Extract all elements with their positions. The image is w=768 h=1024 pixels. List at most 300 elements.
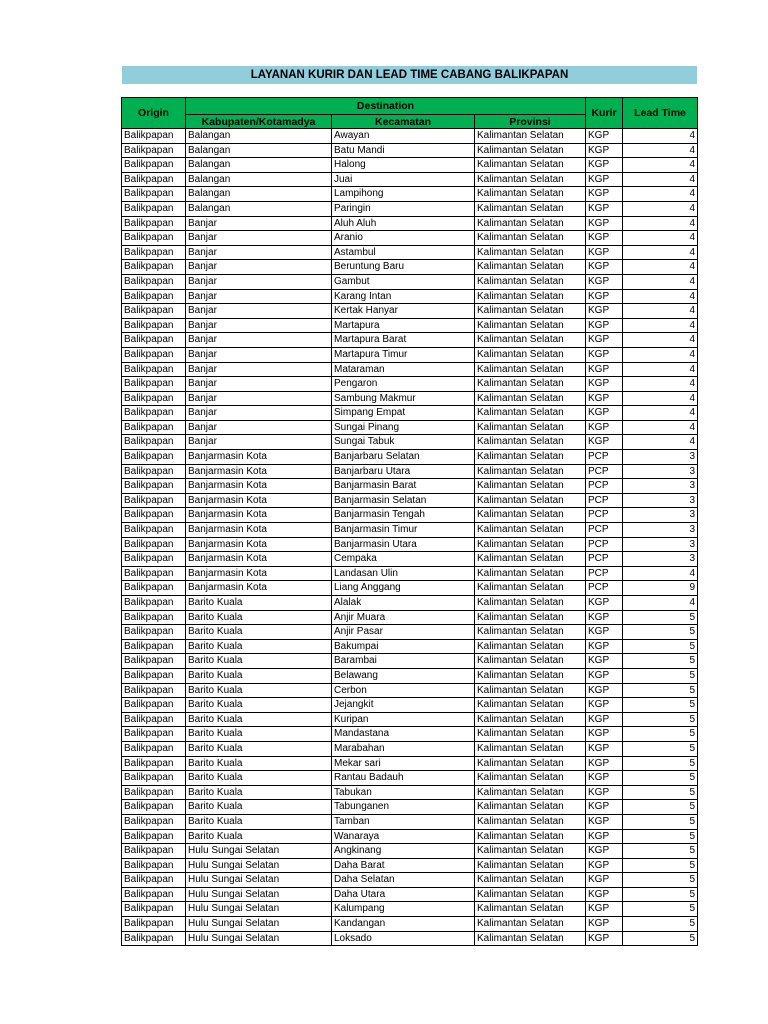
cell-lead-time: 9	[623, 581, 698, 596]
cell-kabupaten: Banjar	[186, 435, 332, 450]
cell-lead-time: 4	[623, 260, 698, 275]
table-row	[122, 260, 698, 275]
cell-kurir: KGP	[586, 712, 623, 727]
cell-kecamatan: Sambung Makmur	[332, 391, 475, 406]
cell-lead-time: 3	[623, 479, 698, 494]
table-row	[122, 712, 698, 727]
cell-lead-time: 4	[623, 129, 698, 144]
table-row	[122, 231, 698, 246]
cell-origin: Balikpapan	[122, 712, 186, 727]
cell-kurir: KGP	[586, 260, 623, 275]
cell-lead-time: 4	[623, 362, 698, 377]
cell-kabupaten: Barito Kuala	[186, 596, 332, 611]
cell-kabupaten: Balangan	[186, 201, 332, 216]
cell-lead-time: 4	[623, 172, 698, 187]
cell-provinsi: Kalimantan Selatan	[475, 581, 586, 596]
cell-kabupaten: Banjar	[186, 406, 332, 421]
cell-kecamatan: Mandastana	[332, 727, 475, 742]
table-row	[122, 464, 698, 479]
cell-origin: Balikpapan	[122, 289, 186, 304]
cell-provinsi: Kalimantan Selatan	[475, 727, 586, 742]
cell-kabupaten: Banjarmasin Kota	[186, 464, 332, 479]
cell-kecamatan: Banjarmasin Timur	[332, 523, 475, 538]
table-row	[122, 216, 698, 231]
cell-kecamatan: Karang Intan	[332, 289, 475, 304]
cell-kurir: PCP	[586, 464, 623, 479]
cell-kurir: KGP	[586, 858, 623, 873]
table-row	[122, 844, 698, 859]
cell-kurir: KGP	[586, 771, 623, 786]
cell-kecamatan: Kertak Hanyar	[332, 304, 475, 319]
table-row	[122, 362, 698, 377]
cell-lead-time: 4	[623, 143, 698, 158]
table-row	[122, 873, 698, 888]
cell-provinsi: Kalimantan Selatan	[475, 129, 586, 144]
cell-kurir: KGP	[586, 158, 623, 173]
cell-provinsi: Kalimantan Selatan	[475, 493, 586, 508]
cell-kurir: KGP	[586, 654, 623, 669]
cell-kecamatan: Kalumpang	[332, 902, 475, 917]
cell-provinsi: Kalimantan Selatan	[475, 245, 586, 260]
cell-kabupaten: Barito Kuala	[186, 698, 332, 713]
cell-lead-time: 5	[623, 610, 698, 625]
cell-kabupaten: Banjar	[186, 333, 332, 348]
cell-provinsi: Kalimantan Selatan	[475, 771, 586, 786]
cell-kecamatan: Alalak	[332, 596, 475, 611]
cell-origin: Balikpapan	[122, 464, 186, 479]
cell-origin: Balikpapan	[122, 698, 186, 713]
cell-provinsi: Kalimantan Selatan	[475, 391, 586, 406]
cell-kabupaten: Banjarmasin Kota	[186, 479, 332, 494]
cell-origin: Balikpapan	[122, 800, 186, 815]
table-row	[122, 187, 698, 202]
cell-origin: Balikpapan	[122, 318, 186, 333]
cell-kurir: KGP	[586, 698, 623, 713]
cell-provinsi: Kalimantan Selatan	[475, 931, 586, 946]
table-row	[122, 814, 698, 829]
cell-lead-time: 5	[623, 902, 698, 917]
cell-provinsi: Kalimantan Selatan	[475, 668, 586, 683]
cell-kabupaten: Barito Kuala	[186, 785, 332, 800]
cell-kabupaten: Banjarmasin Kota	[186, 581, 332, 596]
table-row	[122, 858, 698, 873]
cell-kurir: KGP	[586, 844, 623, 859]
cell-kabupaten: Banjar	[186, 289, 332, 304]
cell-lead-time: 4	[623, 318, 698, 333]
cell-lead-time: 3	[623, 552, 698, 567]
cell-provinsi: Kalimantan Selatan	[475, 712, 586, 727]
cell-kabupaten: Barito Kuala	[186, 756, 332, 771]
cell-kabupaten: Banjar	[186, 377, 332, 392]
cell-origin: Balikpapan	[122, 245, 186, 260]
header-kabupaten: Kabupaten/Kotamadya	[186, 115, 332, 129]
cell-lead-time: 3	[623, 508, 698, 523]
cell-lead-time: 5	[623, 668, 698, 683]
cell-kabupaten: Hulu Sungai Selatan	[186, 917, 332, 932]
cell-provinsi: Kalimantan Selatan	[475, 158, 586, 173]
cell-kurir: KGP	[586, 435, 623, 450]
cell-origin: Balikpapan	[122, 377, 186, 392]
table-row	[122, 683, 698, 698]
cell-origin: Balikpapan	[122, 216, 186, 231]
cell-lead-time: 4	[623, 231, 698, 246]
cell-kabupaten: Banjarmasin Kota	[186, 450, 332, 465]
cell-kabupaten: Banjar	[186, 420, 332, 435]
cell-provinsi: Kalimantan Selatan	[475, 304, 586, 319]
cell-kurir: KGP	[586, 683, 623, 698]
cell-kurir: PCP	[586, 566, 623, 581]
cell-origin: Balikpapan	[122, 814, 186, 829]
table-row	[122, 435, 698, 450]
cell-lead-time: 4	[623, 435, 698, 450]
cell-kurir: KGP	[586, 289, 623, 304]
cell-kabupaten: Banjar	[186, 347, 332, 362]
cell-origin: Balikpapan	[122, 639, 186, 654]
cell-kecamatan: Halong	[332, 158, 475, 173]
cell-kecamatan: Sungai Tabuk	[332, 435, 475, 450]
cell-kecamatan: Paringin	[332, 201, 475, 216]
cell-provinsi: Kalimantan Selatan	[475, 274, 586, 289]
table-row	[122, 201, 698, 216]
cell-kurir: PCP	[586, 523, 623, 538]
cell-kabupaten: Barito Kuala	[186, 639, 332, 654]
cell-lead-time: 5	[623, 829, 698, 844]
cell-origin: Balikpapan	[122, 493, 186, 508]
cell-kecamatan: Mataraman	[332, 362, 475, 377]
cell-kecamatan: Rantau Badauh	[332, 771, 475, 786]
table-row	[122, 450, 698, 465]
cell-kurir: KGP	[586, 201, 623, 216]
cell-kabupaten: Hulu Sungai Selatan	[186, 858, 332, 873]
cell-lead-time: 5	[623, 683, 698, 698]
cell-kabupaten: Hulu Sungai Selatan	[186, 844, 332, 859]
cell-provinsi: Kalimantan Selatan	[475, 435, 586, 450]
table-row	[122, 741, 698, 756]
cell-kecamatan: Anjir Pasar	[332, 625, 475, 640]
cell-kabupaten: Barito Kuala	[186, 712, 332, 727]
cell-origin: Balikpapan	[122, 654, 186, 669]
cell-lead-time: 5	[623, 873, 698, 888]
table-row	[122, 318, 698, 333]
table-row	[122, 887, 698, 902]
cell-kurir: KGP	[586, 333, 623, 348]
cell-lead-time: 4	[623, 566, 698, 581]
cell-provinsi: Kalimantan Selatan	[475, 902, 586, 917]
cell-kecamatan: Kuripan	[332, 712, 475, 727]
cell-provinsi: Kalimantan Selatan	[475, 333, 586, 348]
cell-kecamatan: Awayan	[332, 129, 475, 144]
cell-provinsi: Kalimantan Selatan	[475, 508, 586, 523]
cell-origin: Balikpapan	[122, 581, 186, 596]
table-row	[122, 639, 698, 654]
cell-lead-time: 4	[623, 187, 698, 202]
cell-lead-time: 4	[623, 596, 698, 611]
cell-kecamatan: Banjarbaru Utara	[332, 464, 475, 479]
cell-kecamatan: Aluh Aluh	[332, 216, 475, 231]
header-lead-time: Lead Time	[623, 98, 698, 129]
cell-origin: Balikpapan	[122, 829, 186, 844]
cell-origin: Balikpapan	[122, 158, 186, 173]
cell-kurir: KGP	[586, 172, 623, 187]
table-row	[122, 289, 698, 304]
header-kecamatan: Kecamatan	[332, 115, 475, 129]
cell-kabupaten: Barito Kuala	[186, 829, 332, 844]
cell-kurir: KGP	[586, 800, 623, 815]
cell-provinsi: Kalimantan Selatan	[475, 814, 586, 829]
cell-kecamatan: Beruntung Baru	[332, 260, 475, 275]
cell-kurir: KGP	[586, 216, 623, 231]
table-body	[122, 129, 698, 946]
table-row	[122, 917, 698, 932]
cell-kurir: KGP	[586, 406, 623, 421]
cell-provinsi: Kalimantan Selatan	[475, 639, 586, 654]
cell-provinsi: Kalimantan Selatan	[475, 858, 586, 873]
cell-kurir: PCP	[586, 537, 623, 552]
table-row	[122, 654, 698, 669]
cell-kecamatan: Marabahan	[332, 741, 475, 756]
cell-origin: Balikpapan	[122, 887, 186, 902]
cell-kecamatan: Jejangkit	[332, 698, 475, 713]
cell-kurir: PCP	[586, 552, 623, 567]
cell-kecamatan: Liang Anggang	[332, 581, 475, 596]
cell-kabupaten: Balangan	[186, 143, 332, 158]
cell-kurir: KGP	[586, 814, 623, 829]
cell-provinsi: Kalimantan Selatan	[475, 143, 586, 158]
cell-provinsi: Kalimantan Selatan	[475, 464, 586, 479]
cell-kurir: KGP	[586, 129, 623, 144]
header-origin: Origin	[122, 98, 186, 129]
cell-kurir: KGP	[586, 274, 623, 289]
cell-lead-time: 5	[623, 785, 698, 800]
cell-kabupaten: Banjarmasin Kota	[186, 552, 332, 567]
cell-kurir: KGP	[586, 639, 623, 654]
cell-kecamatan: Daha Utara	[332, 887, 475, 902]
cell-kecamatan: Astambul	[332, 245, 475, 260]
cell-kecamatan: Tabunganen	[332, 800, 475, 815]
cell-origin: Balikpapan	[122, 785, 186, 800]
cell-lead-time: 5	[623, 741, 698, 756]
cell-provinsi: Kalimantan Selatan	[475, 566, 586, 581]
cell-kabupaten: Banjar	[186, 304, 332, 319]
cell-origin: Balikpapan	[122, 566, 186, 581]
cell-origin: Balikpapan	[122, 902, 186, 917]
header-kurir: Kurir	[586, 98, 623, 129]
cell-kecamatan: Bakumpai	[332, 639, 475, 654]
cell-kurir: KGP	[586, 245, 623, 260]
cell-kurir: KGP	[586, 377, 623, 392]
cell-origin: Balikpapan	[122, 625, 186, 640]
cell-lead-time: 5	[623, 931, 698, 946]
cell-kurir: KGP	[586, 362, 623, 377]
cell-lead-time: 5	[623, 756, 698, 771]
cell-origin: Balikpapan	[122, 347, 186, 362]
cell-origin: Balikpapan	[122, 260, 186, 275]
cell-provinsi: Kalimantan Selatan	[475, 231, 586, 246]
cell-lead-time: 5	[623, 844, 698, 859]
cell-origin: Balikpapan	[122, 479, 186, 494]
cell-kurir: KGP	[586, 727, 623, 742]
cell-origin: Balikpapan	[122, 873, 186, 888]
cell-lead-time: 5	[623, 727, 698, 742]
table-row	[122, 625, 698, 640]
cell-kurir: KGP	[586, 917, 623, 932]
cell-provinsi: Kalimantan Selatan	[475, 420, 586, 435]
cell-kabupaten: Banjarmasin Kota	[186, 493, 332, 508]
cell-origin: Balikpapan	[122, 741, 186, 756]
cell-kabupaten: Banjar	[186, 231, 332, 246]
cell-kabupaten: Barito Kuala	[186, 814, 332, 829]
cell-kecamatan: Martapura Barat	[332, 333, 475, 348]
lead-time-table	[121, 97, 698, 946]
cell-lead-time: 4	[623, 201, 698, 216]
cell-kurir: KGP	[586, 420, 623, 435]
table-row	[122, 347, 698, 362]
cell-kabupaten: Barito Kuala	[186, 741, 332, 756]
cell-kurir: KGP	[586, 610, 623, 625]
cell-kecamatan: Banjarmasin Selatan	[332, 493, 475, 508]
cell-origin: Balikpapan	[122, 304, 186, 319]
cell-provinsi: Kalimantan Selatan	[475, 829, 586, 844]
cell-kecamatan: Lampihong	[332, 187, 475, 202]
cell-kurir: KGP	[586, 668, 623, 683]
cell-lead-time: 3	[623, 493, 698, 508]
table-row	[122, 771, 698, 786]
cell-provinsi: Kalimantan Selatan	[475, 625, 586, 640]
cell-provinsi: Kalimantan Selatan	[475, 756, 586, 771]
cell-provinsi: Kalimantan Selatan	[475, 406, 586, 421]
cell-origin: Balikpapan	[122, 420, 186, 435]
cell-kecamatan: Loksado	[332, 931, 475, 946]
cell-lead-time: 5	[623, 712, 698, 727]
cell-provinsi: Kalimantan Selatan	[475, 741, 586, 756]
cell-origin: Balikpapan	[122, 231, 186, 246]
cell-origin: Balikpapan	[122, 143, 186, 158]
cell-kurir: KGP	[586, 873, 623, 888]
table-row	[122, 420, 698, 435]
table-row	[122, 129, 698, 144]
cell-kabupaten: Hulu Sungai Selatan	[186, 873, 332, 888]
cell-kurir: KGP	[586, 887, 623, 902]
cell-kecamatan: Aranio	[332, 231, 475, 246]
cell-kurir: KGP	[586, 625, 623, 640]
table-row	[122, 493, 698, 508]
cell-kurir: KGP	[586, 187, 623, 202]
cell-kabupaten: Banjar	[186, 260, 332, 275]
table-row	[122, 581, 698, 596]
cell-provinsi: Kalimantan Selatan	[475, 523, 586, 538]
cell-origin: Balikpapan	[122, 756, 186, 771]
cell-provinsi: Kalimantan Selatan	[475, 683, 586, 698]
cell-provinsi: Kalimantan Selatan	[475, 318, 586, 333]
table-row	[122, 158, 698, 173]
table-row	[122, 245, 698, 260]
cell-kecamatan: Daha Barat	[332, 858, 475, 873]
cell-kabupaten: Banjarmasin Kota	[186, 566, 332, 581]
cell-kabupaten: Banjarmasin Kota	[186, 523, 332, 538]
cell-kabupaten: Hulu Sungai Selatan	[186, 931, 332, 946]
cell-kecamatan: Cerbon	[332, 683, 475, 698]
cell-kabupaten: Balangan	[186, 187, 332, 202]
cell-provinsi: Kalimantan Selatan	[475, 187, 586, 202]
cell-kabupaten: Balangan	[186, 172, 332, 187]
cell-origin: Balikpapan	[122, 274, 186, 289]
cell-provinsi: Kalimantan Selatan	[475, 610, 586, 625]
cell-kecamatan: Landasan Ulin	[332, 566, 475, 581]
table-row	[122, 479, 698, 494]
cell-kurir: KGP	[586, 785, 623, 800]
cell-kabupaten: Hulu Sungai Selatan	[186, 887, 332, 902]
cell-provinsi: Kalimantan Selatan	[475, 887, 586, 902]
cell-kecamatan: Sungai Pinang	[332, 420, 475, 435]
cell-kurir: PCP	[586, 581, 623, 596]
cell-origin: Balikpapan	[122, 844, 186, 859]
cell-kabupaten: Banjar	[186, 318, 332, 333]
table-row	[122, 902, 698, 917]
cell-kecamatan: Tabukan	[332, 785, 475, 800]
cell-kurir: KGP	[586, 829, 623, 844]
cell-origin: Balikpapan	[122, 450, 186, 465]
cell-kecamatan: Banjarmasin Barat	[332, 479, 475, 494]
cell-lead-time: 4	[623, 333, 698, 348]
cell-lead-time: 4	[623, 391, 698, 406]
cell-provinsi: Kalimantan Selatan	[475, 362, 586, 377]
cell-origin: Balikpapan	[122, 858, 186, 873]
cell-kabupaten: Banjar	[186, 362, 332, 377]
cell-lead-time: 5	[623, 698, 698, 713]
cell-lead-time: 5	[623, 625, 698, 640]
cell-provinsi: Kalimantan Selatan	[475, 172, 586, 187]
cell-provinsi: Kalimantan Selatan	[475, 377, 586, 392]
cell-origin: Balikpapan	[122, 187, 186, 202]
table-row	[122, 596, 698, 611]
cell-kabupaten: Banjarmasin Kota	[186, 508, 332, 523]
cell-lead-time: 5	[623, 639, 698, 654]
cell-kabupaten: Barito Kuala	[186, 668, 332, 683]
cell-kabupaten: Barito Kuala	[186, 727, 332, 742]
table-row	[122, 377, 698, 392]
cell-kecamatan: Wanaraya	[332, 829, 475, 844]
cell-lead-time: 3	[623, 464, 698, 479]
cell-kurir: PCP	[586, 479, 623, 494]
cell-kecamatan: Banjarmasin Tengah	[332, 508, 475, 523]
cell-lead-time: 4	[623, 377, 698, 392]
cell-kecamatan: Gambut	[332, 274, 475, 289]
cell-lead-time: 4	[623, 216, 698, 231]
cell-origin: Balikpapan	[122, 201, 186, 216]
cell-provinsi: Kalimantan Selatan	[475, 654, 586, 669]
cell-kabupaten: Barito Kuala	[186, 625, 332, 640]
cell-kecamatan: Tamban	[332, 814, 475, 829]
table-row	[122, 552, 698, 567]
table-row	[122, 610, 698, 625]
cell-provinsi: Kalimantan Selatan	[475, 917, 586, 932]
cell-kurir: KGP	[586, 318, 623, 333]
table-row	[122, 406, 698, 421]
cell-kurir: KGP	[586, 931, 623, 946]
cell-kabupaten: Barito Kuala	[186, 610, 332, 625]
cell-kabupaten: Barito Kuala	[186, 800, 332, 815]
cell-kurir: KGP	[586, 347, 623, 362]
table-row	[122, 391, 698, 406]
table-row	[122, 143, 698, 158]
table-row	[122, 537, 698, 552]
table-row	[122, 668, 698, 683]
cell-kabupaten: Barito Kuala	[186, 771, 332, 786]
table-row	[122, 274, 698, 289]
cell-origin: Balikpapan	[122, 931, 186, 946]
cell-kurir: KGP	[586, 902, 623, 917]
cell-lead-time: 5	[623, 917, 698, 932]
